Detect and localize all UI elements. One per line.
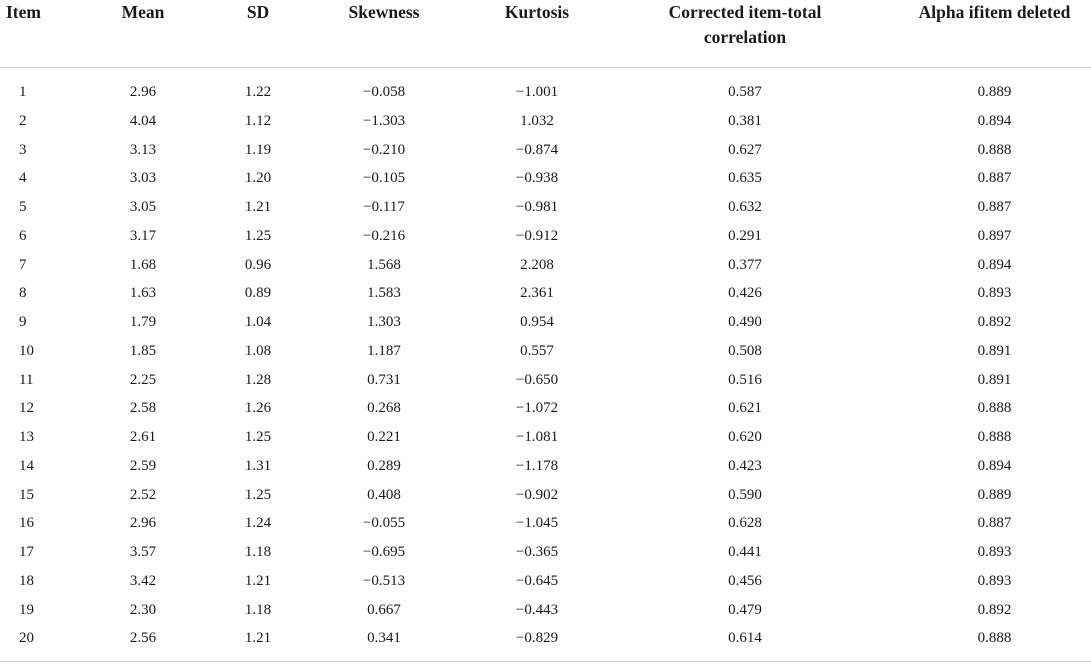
cell-mean: 1.68 (129, 256, 157, 273)
header-corrected-line-2: correlation (703, 27, 787, 47)
cell-corrected: 0.614 (728, 630, 762, 647)
cell-sd: 1.21 (244, 572, 272, 589)
cell-skewness: 0.408 (367, 486, 401, 503)
header-item: Item (6, 2, 41, 22)
cell-kurtosis: −1.045 (515, 515, 559, 532)
cell-alpha: 0.893 (977, 572, 1012, 589)
cell-mean: 2.59 (129, 457, 157, 474)
cell-item: 17 (19, 544, 34, 560)
cell-alpha: 0.893 (977, 544, 1012, 560)
table-row (0, 308, 1091, 337)
table-row (0, 624, 1091, 653)
cell-alpha: 0.887 (977, 170, 1012, 187)
cell-corrected: 0.587 (728, 84, 762, 100)
cell-alpha: 0.891 (977, 342, 1012, 359)
cell-corrected: 0.377 (728, 256, 762, 273)
table-row (0, 107, 1091, 136)
cell-corrected: 0.628 (728, 515, 762, 532)
header-corrected-item-total-correlation (615, 0, 875, 50)
table-row (0, 251, 1091, 280)
table-row (0, 164, 1091, 193)
cell-corrected: 0.381 (728, 112, 762, 129)
cell-skewness: 0.731 (367, 371, 401, 388)
cell-item: 19 (19, 601, 34, 618)
cell-corrected: 0.441 (728, 544, 762, 560)
cell-sd: 1.18 (244, 544, 272, 560)
table-row (0, 366, 1091, 395)
cell-skewness: 0.221 (367, 429, 401, 445)
table-row (0, 394, 1091, 423)
cell-item: 13 (19, 429, 34, 445)
header-rule (0, 67, 1091, 68)
header-corrected-line-1: Corrected item-total (668, 2, 822, 22)
cell-mean: 3.03 (129, 170, 157, 187)
cell-sd: 1.20 (244, 170, 272, 187)
header-skewness: Skewness (348, 2, 420, 22)
cell-corrected: 0.291 (728, 227, 762, 244)
table-row (0, 279, 1091, 308)
cell-item: 20 (19, 630, 34, 647)
cell-corrected: 0.490 (728, 314, 762, 330)
cell-corrected: 0.627 (728, 141, 762, 158)
cell-sd: 0.96 (244, 256, 272, 273)
cell-skewness: 0.341 (367, 630, 401, 647)
table-row (0, 538, 1091, 567)
cell-item: 18 (19, 572, 34, 589)
cell-skewness: 1.583 (367, 285, 401, 302)
cell-kurtosis: −1.001 (515, 84, 559, 100)
cell-mean: 2.96 (129, 515, 157, 532)
cell-alpha: 0.888 (977, 429, 1012, 445)
cell-alpha: 0.889 (977, 486, 1012, 503)
cell-mean: 3.17 (129, 227, 157, 244)
cell-item: 14 (19, 457, 34, 474)
cell-kurtosis: 2.361 (520, 285, 554, 302)
cell-skewness: −0.210 (362, 141, 406, 158)
cell-mean: 2.58 (129, 400, 157, 417)
cell-kurtosis: −0.874 (515, 141, 559, 158)
cell-item: 9 (19, 314, 27, 330)
cell-alpha: 0.894 (977, 457, 1012, 474)
cell-kurtosis: −1.072 (515, 400, 559, 417)
cell-kurtosis: −0.443 (515, 601, 559, 618)
cell-corrected: 0.516 (728, 371, 762, 388)
cell-mean: 4.04 (129, 112, 157, 129)
cell-corrected: 0.621 (728, 400, 762, 417)
cell-kurtosis: 1.032 (520, 112, 554, 129)
cell-alpha: 0.891 (977, 371, 1012, 388)
table-row (0, 423, 1091, 452)
cell-sd: 1.04 (244, 314, 272, 330)
table-row (0, 136, 1091, 165)
cell-mean: 2.56 (129, 630, 157, 647)
header-mean: Mean (121, 2, 165, 22)
header-kurtosis: Kurtosis (504, 2, 570, 22)
cell-mean: 1.63 (129, 285, 157, 302)
header-alpha-if-item-deleted: Alpha ifitem deleted (918, 2, 1071, 22)
cell-alpha: 0.888 (977, 630, 1012, 647)
cell-kurtosis: −0.981 (515, 199, 559, 215)
cell-kurtosis: 0.557 (520, 342, 554, 359)
cell-mean: 1.85 (129, 342, 157, 359)
cell-mean: 2.52 (129, 486, 157, 503)
cell-corrected: 0.508 (728, 342, 762, 359)
cell-item: 12 (19, 400, 34, 417)
cell-item: 5 (19, 199, 27, 215)
cell-mean: 3.42 (129, 572, 157, 589)
cell-sd: 1.28 (244, 371, 272, 388)
cell-alpha: 0.888 (977, 400, 1012, 417)
cell-skewness: −0.513 (362, 572, 406, 589)
cell-sd: 0.89 (244, 285, 272, 302)
cell-sd: 1.25 (244, 227, 272, 244)
cell-item: 4 (19, 170, 27, 187)
cell-alpha: 0.889 (977, 84, 1012, 100)
table-row (0, 509, 1091, 538)
cell-corrected: 0.423 (728, 457, 762, 474)
cell-kurtosis: −0.645 (515, 572, 559, 589)
cell-kurtosis: 2.208 (520, 256, 554, 273)
cell-item: 8 (19, 285, 27, 302)
cell-sd: 1.25 (244, 486, 272, 503)
cell-skewness: 1.568 (367, 256, 401, 273)
cell-item: 7 (19, 256, 27, 273)
cell-skewness: −0.117 (363, 199, 405, 215)
cell-item: 3 (19, 141, 27, 158)
cell-item: 6 (19, 227, 27, 244)
cell-mean: 2.25 (129, 371, 157, 388)
cell-mean: 2.30 (129, 601, 157, 618)
cell-kurtosis: −0.829 (515, 630, 559, 647)
cell-alpha: 0.892 (977, 314, 1012, 330)
cell-item: 11 (19, 371, 34, 388)
cell-item: 2 (19, 112, 27, 129)
cell-kurtosis: −0.938 (515, 170, 559, 187)
cell-mean: 1.79 (129, 314, 157, 330)
cell-skewness: −0.216 (362, 227, 406, 244)
cell-item: 10 (19, 342, 34, 359)
cell-kurtosis: −0.365 (515, 544, 559, 560)
cell-kurtosis: −1.081 (515, 429, 559, 445)
table-row (0, 222, 1091, 251)
table-row (0, 481, 1091, 510)
bottom-rule (0, 661, 1091, 662)
cell-skewness: −1.303 (362, 112, 406, 129)
cell-sd: 1.08 (244, 342, 272, 359)
cell-sd: 1.24 (244, 515, 272, 532)
cell-skewness: 1.303 (367, 314, 401, 330)
cell-mean: 3.13 (129, 141, 157, 158)
table-row (0, 193, 1091, 222)
cell-skewness: 0.667 (367, 601, 401, 618)
cell-corrected: 0.456 (728, 572, 762, 589)
cell-item: 16 (19, 515, 34, 532)
cell-sd: 1.19 (244, 141, 272, 158)
cell-corrected: 0.426 (728, 285, 762, 302)
cell-alpha: 0.894 (977, 256, 1012, 273)
cell-kurtosis: 0.954 (520, 314, 554, 330)
cell-corrected: 0.479 (728, 601, 762, 618)
cell-alpha: 0.887 (977, 199, 1012, 215)
cell-sd: 1.31 (244, 457, 272, 474)
cell-kurtosis: −0.650 (515, 371, 559, 388)
cell-item: 15 (19, 486, 34, 503)
cell-sd: 1.25 (244, 429, 272, 445)
cell-kurtosis: −1.178 (515, 457, 559, 474)
cell-kurtosis: −0.902 (515, 486, 559, 503)
cell-skewness: −0.695 (362, 544, 406, 560)
cell-skewness: −0.105 (362, 170, 406, 187)
cell-alpha: 0.888 (977, 141, 1012, 158)
table-row (0, 452, 1091, 481)
cell-corrected: 0.635 (728, 170, 762, 187)
table-row (0, 567, 1091, 596)
cell-skewness: 0.268 (367, 400, 401, 417)
table-row (0, 596, 1091, 625)
cell-sd: 1.12 (244, 112, 272, 129)
cell-kurtosis: −0.912 (515, 227, 559, 244)
cell-mean: 2.96 (129, 84, 157, 100)
cell-corrected: 0.632 (728, 199, 762, 215)
cell-alpha: 0.894 (977, 112, 1012, 129)
cell-mean: 3.05 (129, 199, 157, 215)
cell-item: 1 (19, 84, 27, 100)
cell-sd: 1.21 (244, 630, 272, 647)
cell-skewness: −0.058 (362, 84, 406, 100)
header-sd: SD (246, 2, 270, 22)
cell-sd: 1.22 (244, 84, 272, 100)
cell-sd: 1.26 (244, 400, 272, 417)
cell-skewness: −0.055 (362, 515, 406, 532)
cell-corrected: 0.590 (728, 486, 762, 503)
cell-skewness: 0.289 (367, 457, 401, 474)
cell-alpha: 0.887 (977, 515, 1012, 532)
cell-alpha: 0.897 (977, 227, 1012, 244)
cell-alpha: 0.892 (977, 601, 1012, 618)
cell-sd: 1.21 (244, 199, 272, 215)
cell-mean: 3.57 (129, 544, 157, 560)
table-row (0, 78, 1091, 107)
cell-skewness: 1.187 (367, 342, 401, 359)
cell-alpha: 0.893 (977, 285, 1012, 302)
cell-corrected: 0.620 (728, 429, 762, 445)
table-row (0, 337, 1091, 366)
cell-mean: 2.61 (129, 429, 157, 445)
cell-sd: 1.18 (244, 601, 272, 618)
